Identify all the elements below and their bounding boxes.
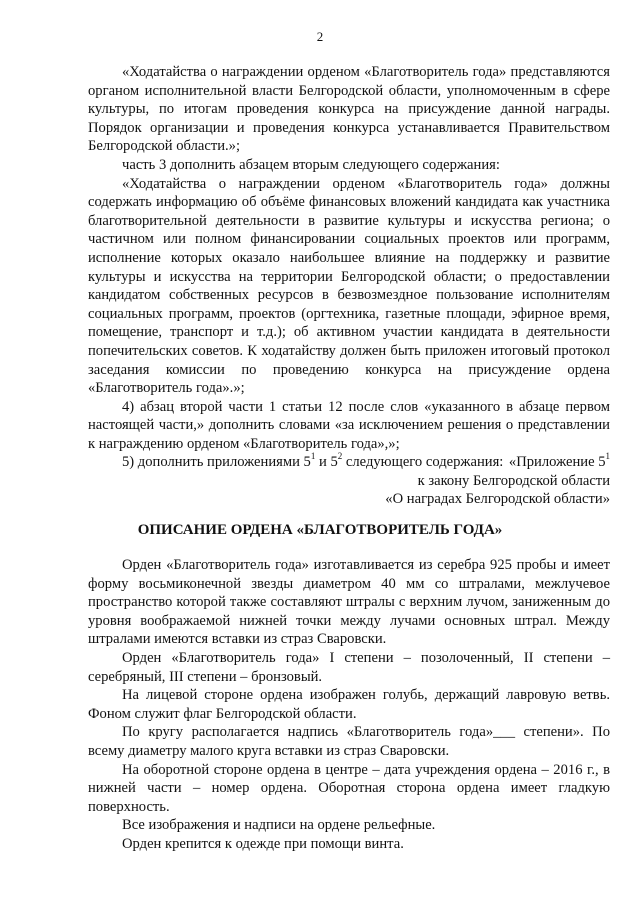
desc-paragraph-back: На оборотной стороне ордена в центре – дата учреждения ордена – 2016 г., в нижней части – номер ордена. Оборотная сторона ордена имеет гладкую поверхность. (88, 761, 610, 815)
amendment-text (88, 63, 610, 472)
desc-paragraph-degrees: Орден «Благотворитель года» I степени – позолоченный, II степени – серебряный, III степени – бронзовый. (88, 649, 610, 685)
appendix-line-1: «Приложение $5^1$ (508, 451, 610, 470)
section-title: ОПИСАНИЕ ОРДЕНА «БЛАГОТВОРИТЕЛЬ ГОДА» (137, 522, 503, 538)
appendix-line-3: «О наградах Белгородской области» (385, 491, 610, 508)
desc-paragraph-fastening: Орден крепится к одежде при помощи винта. (122, 835, 404, 852)
order-description (88, 556, 610, 854)
desc-paragraph-relief: Все изображения и надписи на ордене рельефные. (122, 817, 436, 834)
page-number: 2 (316, 29, 324, 44)
paragraph-part3: часть 3 дополнить абзацем вторым следующего содержания: (122, 156, 500, 173)
appendix-header (385, 453, 610, 509)
paragraph-item4: 4) абзац второй части 1 статьи 12 после слов «указанного в абзаце первом настоящей части,» дополнить словами «за исключением решения о представлении к награждению орденом «Благотворитель года»,»; (88, 398, 610, 452)
paragraph-petitions: «Ходатайства о награждении орденом «Благотворитель года» представляются органом исполнительной власти Белгородской области, уполномоченным в сфере культуры, по итогам проведения конкурса на присуждение данной награды. Порядок организации и проведения конкурса устанавливается Правительством Белгородской области.»; (88, 64, 610, 155)
desc-paragraph-shape: Орден «Благотворитель года» изготавливается из серебра 925 пробы и имеет форму восьмиконечной звезды диаметром 40 мм со штралами, межлучевое пространство которой также составляют штралы с верхним лучом, заниженным до уровня воображаемой нижней точки между лучами основных штрал. Между штралами имеются вставки из страз Сваровски. (88, 557, 610, 648)
paragraph-petition-content: «Ходатайства о награждении орденом «Благотворитель года» должны содержать информацию об объёме финансовых вложений кандидата как участника благотворительной деятельности в развитие культуры и искусства региона; о частичном или полном финансировании социальных проектов или программ, исполнение которых оказало наибольшее влияние на поддержку и развитие культуры и искусства на территории Белгородской области; о предоставлении кандидатом собственных ресурсов в безвозмездное пользование исполнителям социальных программ, проектов (оргтехника, газетные площади, эфирное время, помещение, транспорт и т.д.); об активном участии кандидата в деятельности попечительских советов. К ходатайству должен быть приложен итоговый протокол заседания комиссии по проведению конкурса на присуждение ордена «Благотворитель года».»; (88, 175, 610, 397)
desc-paragraph-front: На лицевой стороне ордена изображен голубь, держащий лавровую ветвь. Фоном служит флаг Белгородской области. (88, 687, 610, 722)
desc-paragraph-inscription: По кругу располагается надпись «Благотворитель года»___ степени». По всему диаметру малого круга вставки из страз Сваровски. (88, 724, 610, 759)
appendix-line-2: к закону Белгородской области (417, 472, 610, 489)
paragraph-item5: 5) дополнить приложениями $5^1$ и $5^2$ следующего содержания: (122, 451, 504, 471)
